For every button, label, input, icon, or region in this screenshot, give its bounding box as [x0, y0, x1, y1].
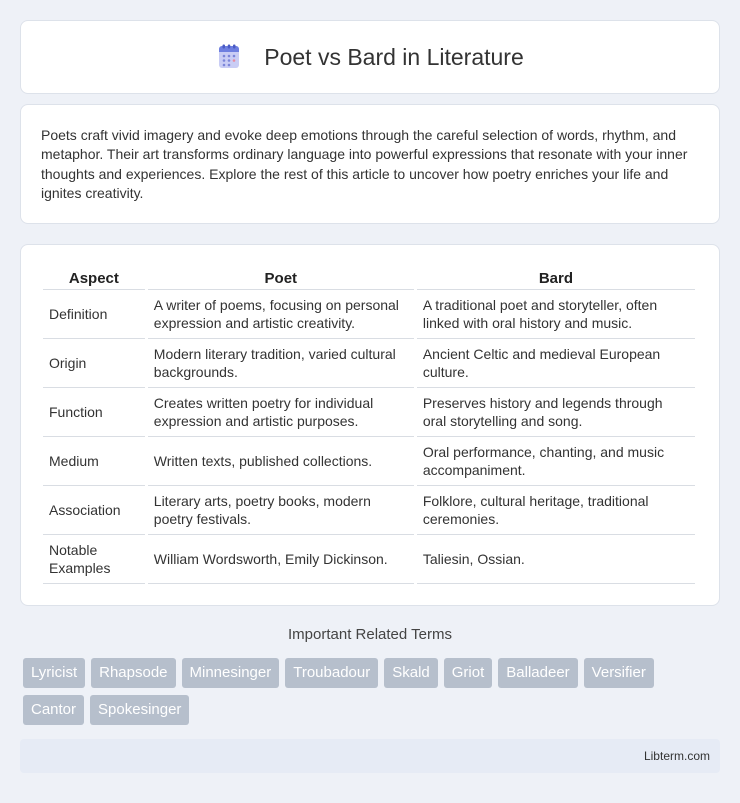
- related-term-tag[interactable]: Griot: [444, 658, 493, 688]
- table-row: [43, 339, 695, 388]
- comparison-table: [40, 266, 698, 584]
- footer-site-link[interactable]: Libterm.com: [643, 749, 710, 763]
- bard-cell: Ancient Celtic and medieval European culture.: [417, 339, 695, 388]
- poet-cell: A writer of poems, focusing on personal expression and artistic creativity.: [148, 290, 414, 339]
- related-term-tag[interactable]: Cantor: [23, 695, 84, 725]
- aspect-cell: Association: [43, 486, 145, 535]
- aspect-cell: Medium: [43, 437, 145, 486]
- related-term-tag[interactable]: Skald: [384, 658, 438, 688]
- bard-cell: Preserves history and legends through oral storytelling and song.: [417, 388, 695, 437]
- table-row: [43, 388, 695, 437]
- related-term-tag[interactable]: Balladeer: [498, 658, 577, 688]
- page-title: Poet vs Bard in Literature: [264, 43, 524, 70]
- poet-cell: Written texts, published collections.: [148, 437, 414, 486]
- header-card: [20, 20, 720, 94]
- related-terms-title: Important Related Terms: [288, 626, 452, 643]
- comparison-card: [20, 244, 720, 606]
- related-term-tag[interactable]: Rhapsode: [91, 658, 175, 688]
- aspect-cell: Definition: [43, 290, 145, 339]
- bard-cell: Oral performance, chanting, and music accompaniment.: [417, 437, 695, 486]
- poet-cell: Literary arts, poetry books, modern poetry festivals.: [148, 486, 414, 535]
- table-row: [43, 535, 695, 584]
- bard-cell: Folklore, cultural heritage, traditional ceremonies.: [417, 486, 695, 535]
- document-icon: [216, 44, 242, 70]
- poet-cell: Modern literary tradition, varied cultural backgrounds.: [148, 339, 414, 388]
- footer: [20, 739, 720, 773]
- title-wrap: [216, 44, 524, 71]
- aspect-cell: Origin: [43, 339, 145, 388]
- column-header-poet: Poet: [148, 266, 414, 290]
- aspect-cell: Function: [43, 388, 145, 437]
- intro-card: [20, 104, 720, 224]
- related-term-tag[interactable]: Minnesinger: [182, 658, 280, 688]
- poet-cell: William Wordsworth, Emily Dickinson.: [148, 535, 414, 584]
- column-header-aspect: Aspect: [43, 266, 145, 290]
- poet-cell: Creates written poetry for individual expression and artistic purposes.: [148, 388, 414, 437]
- bard-cell: Taliesin, Ossian.: [417, 535, 695, 584]
- related-term-tag[interactable]: Lyricist: [23, 658, 85, 688]
- related-term-tag[interactable]: Versifier: [584, 658, 654, 688]
- bard-cell: A traditional poet and storyteller, often linked with oral history and music.: [417, 290, 695, 339]
- column-header-bard: Bard: [417, 266, 695, 290]
- related-term-tag[interactable]: Spokesinger: [90, 695, 189, 725]
- aspect-cell: Notable Examples: [43, 535, 145, 584]
- table-row: [43, 437, 695, 486]
- related-terms-list: [23, 658, 723, 732]
- related-term-tag[interactable]: Troubadour: [285, 658, 378, 688]
- table-header-row: [43, 266, 695, 290]
- intro-paragraph: Poets craft vivid imagery and evoke deep emotions through the careful selection of words, rhythm, and metaphor. Their art transforms ordinary language into powerful expressions that resonate with your inner thoughts and experiences. Explore the rest of this article to uncover how poetry enriches your life and ignites creativity.: [41, 127, 688, 202]
- table-row: [43, 486, 695, 535]
- table-row: [43, 290, 695, 339]
